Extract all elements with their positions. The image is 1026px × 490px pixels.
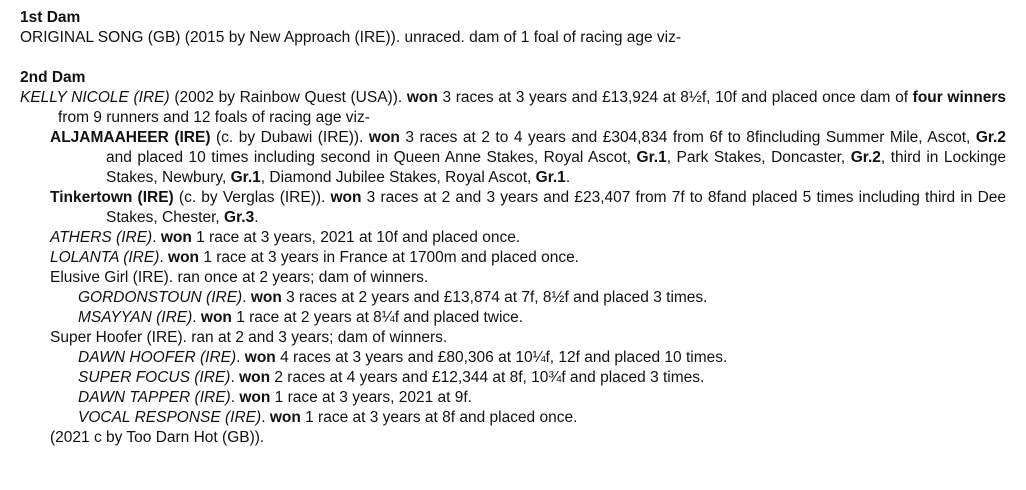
grade-label: Gr.2: [975, 129, 1006, 146]
dawn-tapper-text-1: .: [230, 389, 240, 406]
grandchild-gordonstoun: [20, 288, 1006, 308]
tinkertown-name: Tinkertown (IRE): [50, 189, 174, 206]
dawn-tapper-text-2: 1 race at 3 years, 2021 at 9f.: [270, 389, 472, 406]
grade-label: Gr.1: [636, 149, 667, 166]
grade-label: Gr.3: [224, 209, 255, 226]
offspring-super-hoofer: Super Hoofer (IRE). ran at 2 and 3 years; dam of winners.: [50, 329, 448, 346]
won-label: won: [200, 309, 232, 326]
won-label: won: [239, 369, 271, 386]
aljamaaheer-text-4: , Park Stakes, Doncaster,: [666, 149, 851, 166]
super-focus-name: SUPER FOCUS (IRE): [78, 369, 231, 386]
second-dam-text-1: (2002 by Rainbow Quest (USA)).: [169, 89, 407, 106]
tinkertown-text-2: 3 races at 2 and 3 years and £23,407 from 7f to 8fand placed 5 times including third in Dee Stakes, Chester,: [106, 189, 1007, 226]
lolanta-text-2: 1 race at 3 years in France at 1700m and placed once.: [199, 249, 579, 266]
won-label: won: [160, 229, 192, 246]
won-label: won: [269, 409, 301, 426]
grade-label: Gr.2: [850, 149, 881, 166]
first-dam-heading: 1st Dam: [20, 9, 81, 26]
aljamaaheer-name: ALJAMAAHEER (IRE): [50, 129, 211, 146]
aljamaaheer-text-6: , Diamond Jubilee Stakes, Royal Ascot,: [260, 169, 536, 186]
vocal-response-text-1: .: [261, 409, 270, 426]
tinkertown-text-1: (c. by Verglas (IRE)).: [173, 189, 331, 206]
athers-text-1: .: [152, 229, 161, 246]
grandchild-vocal-response: [20, 408, 1006, 428]
athers-text-2: 1 race at 3 years, 2021 at 10f and placed once.: [191, 229, 521, 246]
aljamaaheer-text-1: (c. by Dubawi (IRE)).: [210, 129, 369, 146]
aljamaaheer-text-2: 3 races at 2 to 4 years and £304,834 from 6f to 8fincluding Summer Mile, Ascot,: [399, 129, 976, 146]
grade-label: Gr.1: [230, 169, 261, 186]
won-label: won: [250, 289, 282, 306]
won-label: won: [368, 129, 400, 146]
aljamaaheer-text-5: , third in Lockinge Stakes, Newbury,: [106, 149, 1006, 186]
won-label: won: [168, 249, 200, 266]
tinkertown-text-3: .: [254, 209, 259, 226]
msayyan-text-2: 1 race at 2 years at 8¼f and placed twice.: [231, 309, 524, 326]
won-label: won: [406, 89, 438, 106]
won-label: won: [239, 389, 271, 406]
grandchild-super-focus: [20, 368, 1006, 388]
aljamaaheer-text-3: and placed 10 times including second in Queen Anne Stakes, Royal Ascot,: [106, 149, 637, 166]
grandchild-msayyan: [20, 308, 1006, 328]
offspring-lolanta: [20, 248, 1006, 268]
lolanta-text-1: .: [159, 249, 169, 266]
offspring-aljamaaheer: [20, 128, 1006, 188]
second-dam-text-2: 3 races at 3 years and £13,924 at 8½f, 10f and placed once dam of: [437, 89, 913, 106]
super-focus-text-1: .: [230, 369, 240, 386]
msayyan-text-1: .: [192, 309, 201, 326]
first-dam-text: ORIGINAL SONG (GB) (2015 by New Approach (IRE)). unraced. dam of 1 foal of racing age viz-: [20, 29, 682, 46]
offspring-2021-colt: (2021 c by Too Darn Hot (GB)).: [50, 429, 265, 446]
athers-name: ATHERS (IRE): [50, 229, 153, 246]
lolanta-name: LOLANTA (IRE): [50, 249, 160, 266]
gordonstoun-text-1: .: [242, 289, 251, 306]
gordonstoun-name: GORDONSTOUN (IRE): [78, 289, 243, 306]
dawn-hoofer-text-1: .: [236, 349, 245, 366]
gordonstoun-text-2: 3 races at 2 years and £13,874 at 7f, 8½f and placed 3 times.: [281, 289, 708, 306]
aljamaaheer-text-7: .: [565, 169, 571, 186]
dawn-hoofer-name: DAWN HOOFER (IRE): [78, 349, 237, 366]
second-dam-name: KELLY NICOLE (IRE): [20, 89, 170, 106]
super-focus-text-2: 2 races at 4 years and £12,344 at 8f, 10¾f and placed 3 times.: [270, 369, 705, 386]
msayyan-name: MSAYYAN (IRE): [78, 309, 193, 326]
second-dam-text-3: from 9 runners and 12 foals of racing age viz-: [58, 109, 370, 126]
dawn-tapper-name: DAWN TAPPER (IRE): [78, 389, 231, 406]
grandchild-dawn-hoofer: [20, 348, 1006, 368]
offspring-elusive-girl: Elusive Girl (IRE). ran once at 2 years; dam of winners.: [50, 269, 429, 286]
won-label: won: [244, 349, 276, 366]
vocal-response-text-2: 1 race at 3 years at 8f and placed once.: [300, 409, 578, 426]
offspring-athers: [20, 228, 1006, 248]
vocal-response-name: VOCAL RESPONSE (IRE): [78, 409, 262, 426]
grade-label: Gr.1: [535, 169, 566, 186]
won-label: won: [330, 189, 362, 206]
second-dam-text: [20, 88, 1006, 128]
section-gap: [20, 48, 1006, 68]
grandchild-dawn-tapper: [20, 388, 1006, 408]
dawn-hoofer-text-2: 4 races at 3 years and £80,306 at 10¼f, 12f and placed 10 times.: [275, 349, 728, 366]
second-dam-heading: 2nd Dam: [20, 69, 86, 86]
offspring-tinkertown: [20, 188, 1006, 228]
four-winners-label: four winners: [912, 89, 1006, 106]
